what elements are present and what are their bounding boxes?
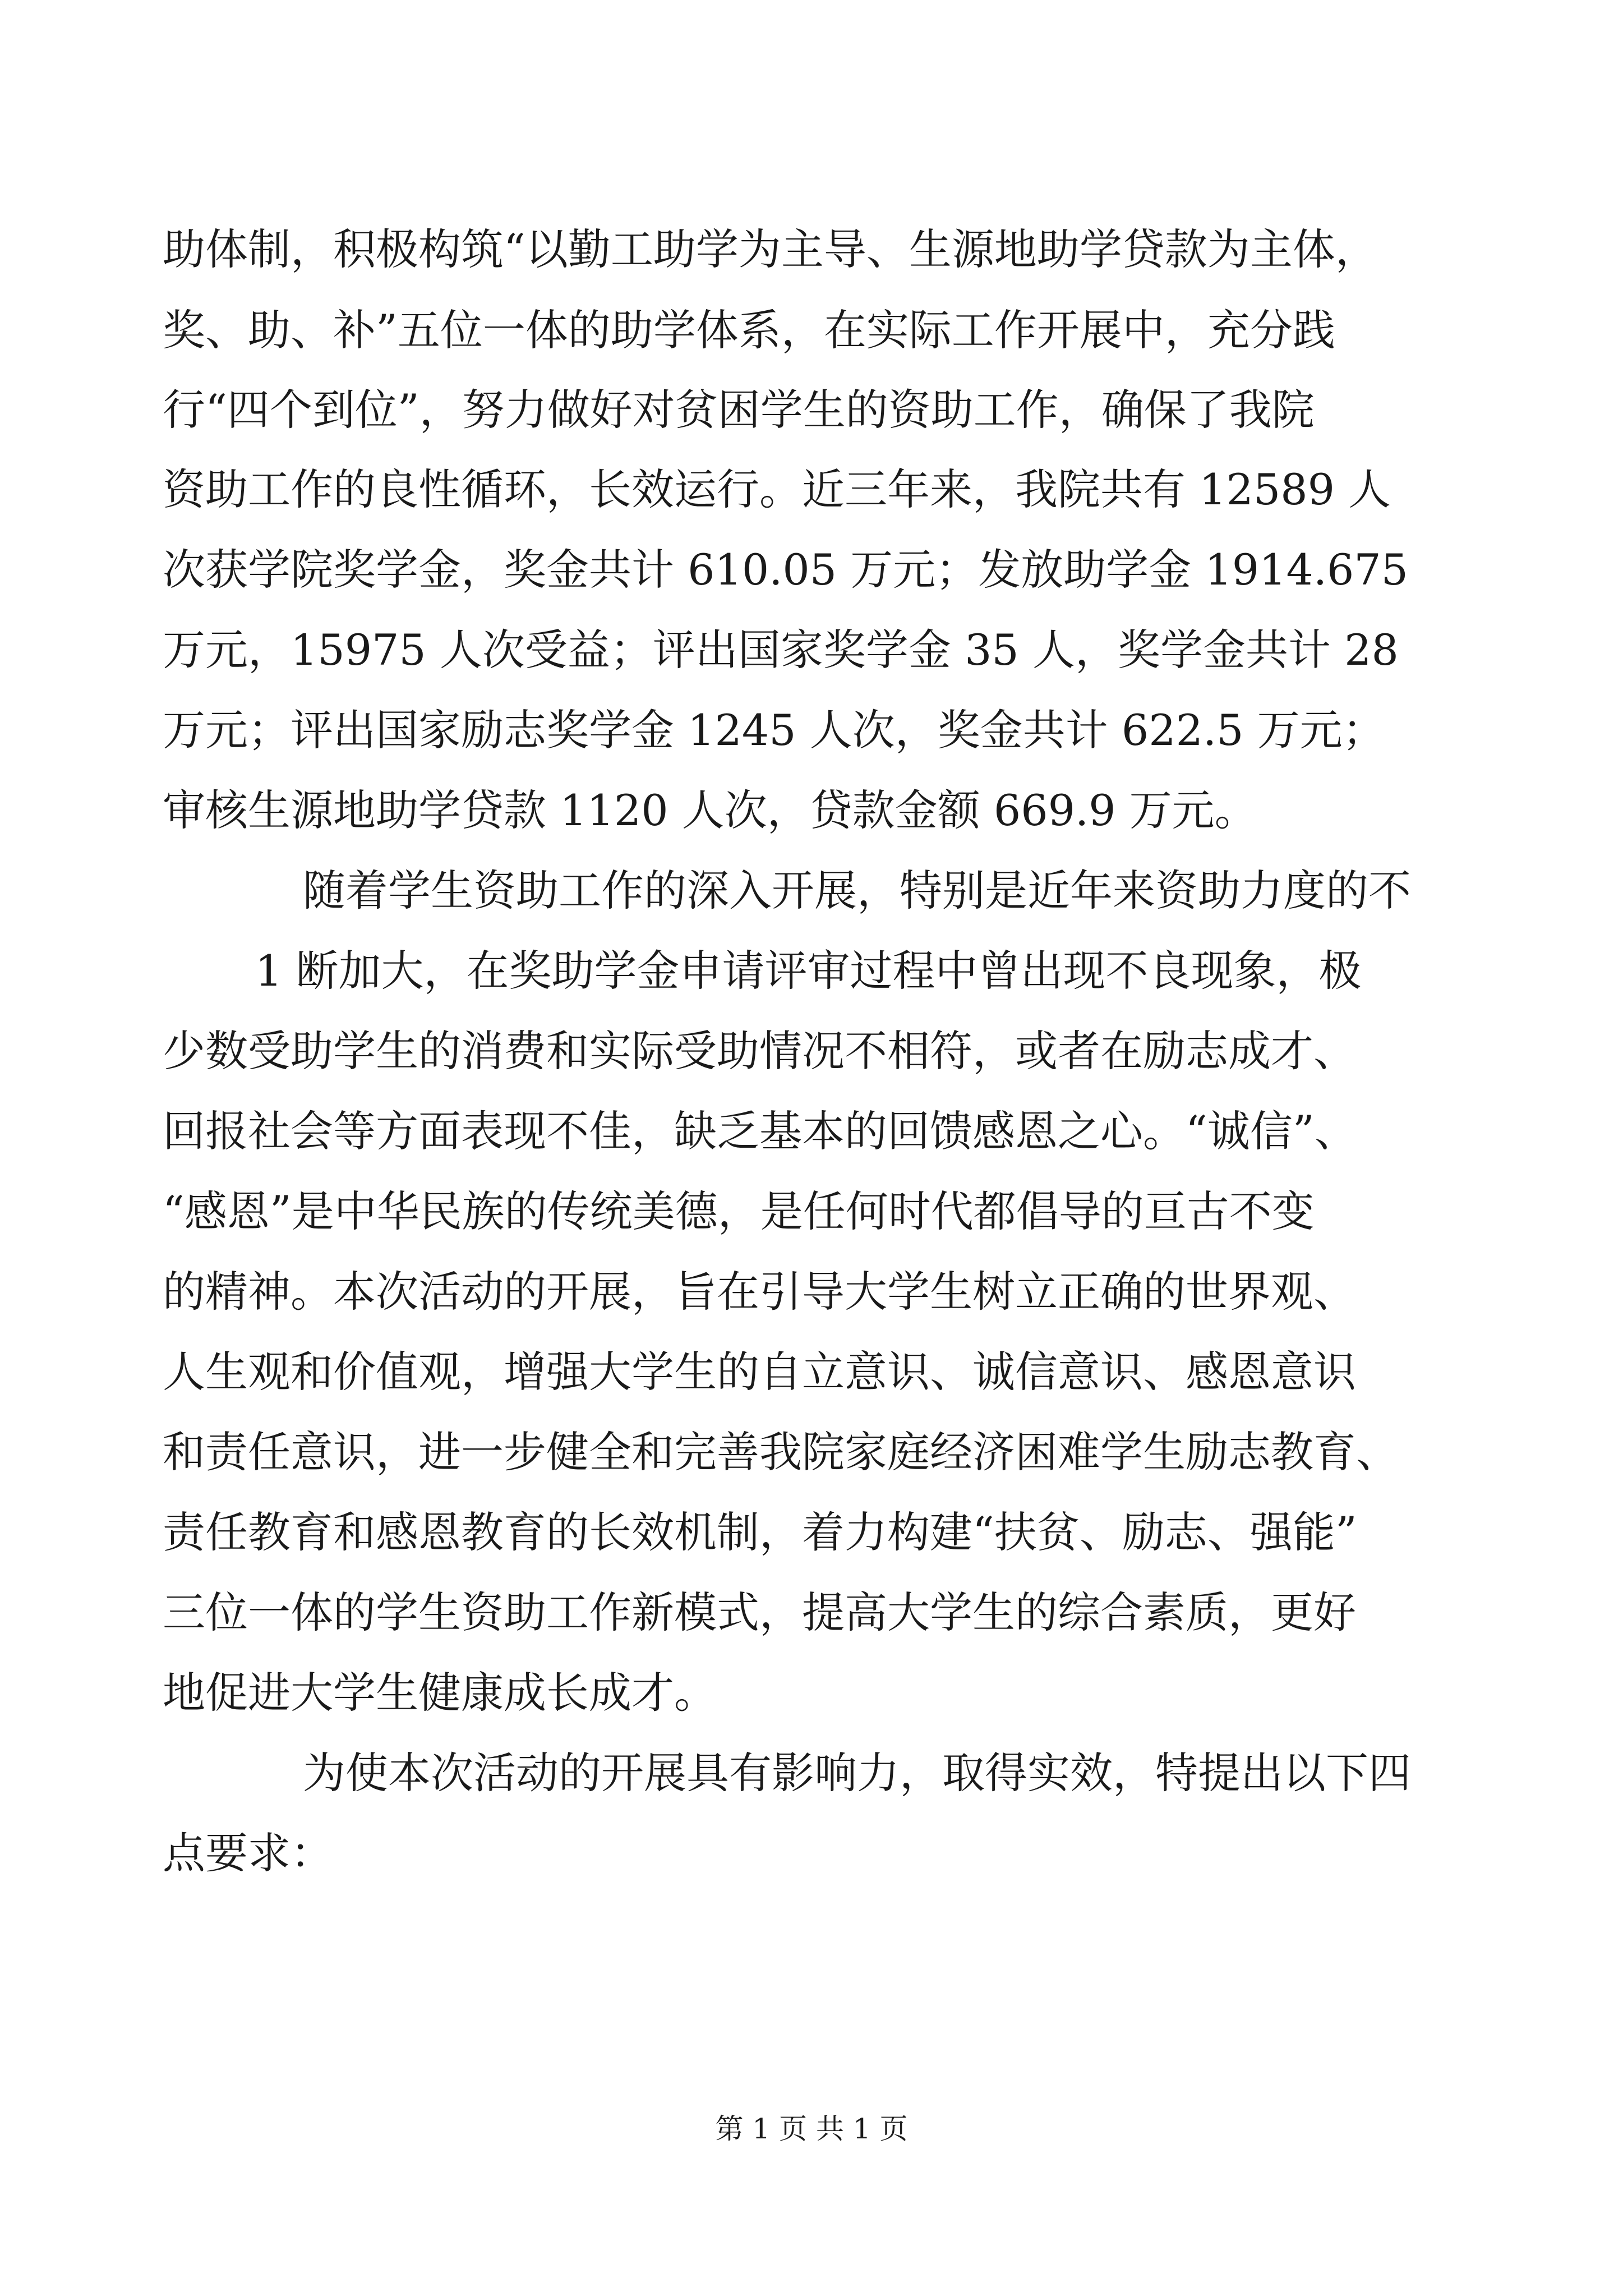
text-line: 人生观和价值观，增强大学生的自立意识、诚信意识、感恩意识	[163, 1347, 1356, 1397]
text-line: 助体制，积极构筑“以勤工助学为主导、生源地助学贷款为主体，	[163, 224, 1378, 274]
text-line: 和责任意识，进一步健全和完善我院家庭经济困难学生励志教育、	[163, 1427, 1399, 1477]
text-line: 随着学生资助工作的深入开展，特别是近年来资助力度的不	[303, 866, 1411, 915]
text-line: 少数受助学生的消费和实际受助情况不相符，或者在励志成才、	[163, 1026, 1356, 1076]
text-line: 万元；评出国家励志奖学金 1245 人次，奖金共计 622.5 万元；	[163, 705, 1385, 755]
text-line: 的精神。本次活动的开展，旨在引导大学生树立正确的世界观、	[163, 1267, 1356, 1317]
text-line: 回报社会等方面表现不佳，缺乏基本的回馈感恩之心。“诚信”、	[163, 1106, 1357, 1156]
text-line: 责任教育和感恩教育的长效机制，着力构建“扶贫、励志、强能”	[163, 1507, 1357, 1557]
page-footer: 第 1 页 共 1 页	[715, 2113, 908, 2145]
text-line: “感恩”是中华民族的传统美德，是任何时代都倡导的亘古不变	[163, 1186, 1315, 1236]
text-line: 1 断加大，在奖助学金申请评审过程中曾出现不良现象，极	[255, 946, 1362, 996]
text-line: 奖、助、补”五位一体的助学体系，在实际工作开展中，充分践	[163, 305, 1335, 355]
text-line: 行“四个到位”，努力做好对贫困学生的资助工作，确保了我院	[163, 385, 1315, 435]
text-line: 地促进大学生健康成长成才。	[163, 1668, 717, 1718]
text-line: 审核生源地助学贷款 1120 人次，贷款金额 669.9 万元。	[163, 785, 1257, 835]
text-line: 万元，15975 人次受益；评出国家奖学金 35 人，奖学金共计 28	[163, 625, 1399, 675]
text-line: 次获学院奖学金，奖金共计 610.05 万元；发放助学金 1914.675	[163, 545, 1409, 595]
text-line: 三位一体的学生资助工作新模式，提高大学生的综合素质，更好	[163, 1588, 1356, 1637]
text-line: 点要求：	[163, 1828, 333, 1878]
text-line: 为使本次活动的开展具有影响力，取得实效，特提出以下四	[303, 1748, 1411, 1798]
text-line: 资助工作的良性循环，长效运行。近三年来，我院共有 12589 人	[163, 464, 1391, 514]
